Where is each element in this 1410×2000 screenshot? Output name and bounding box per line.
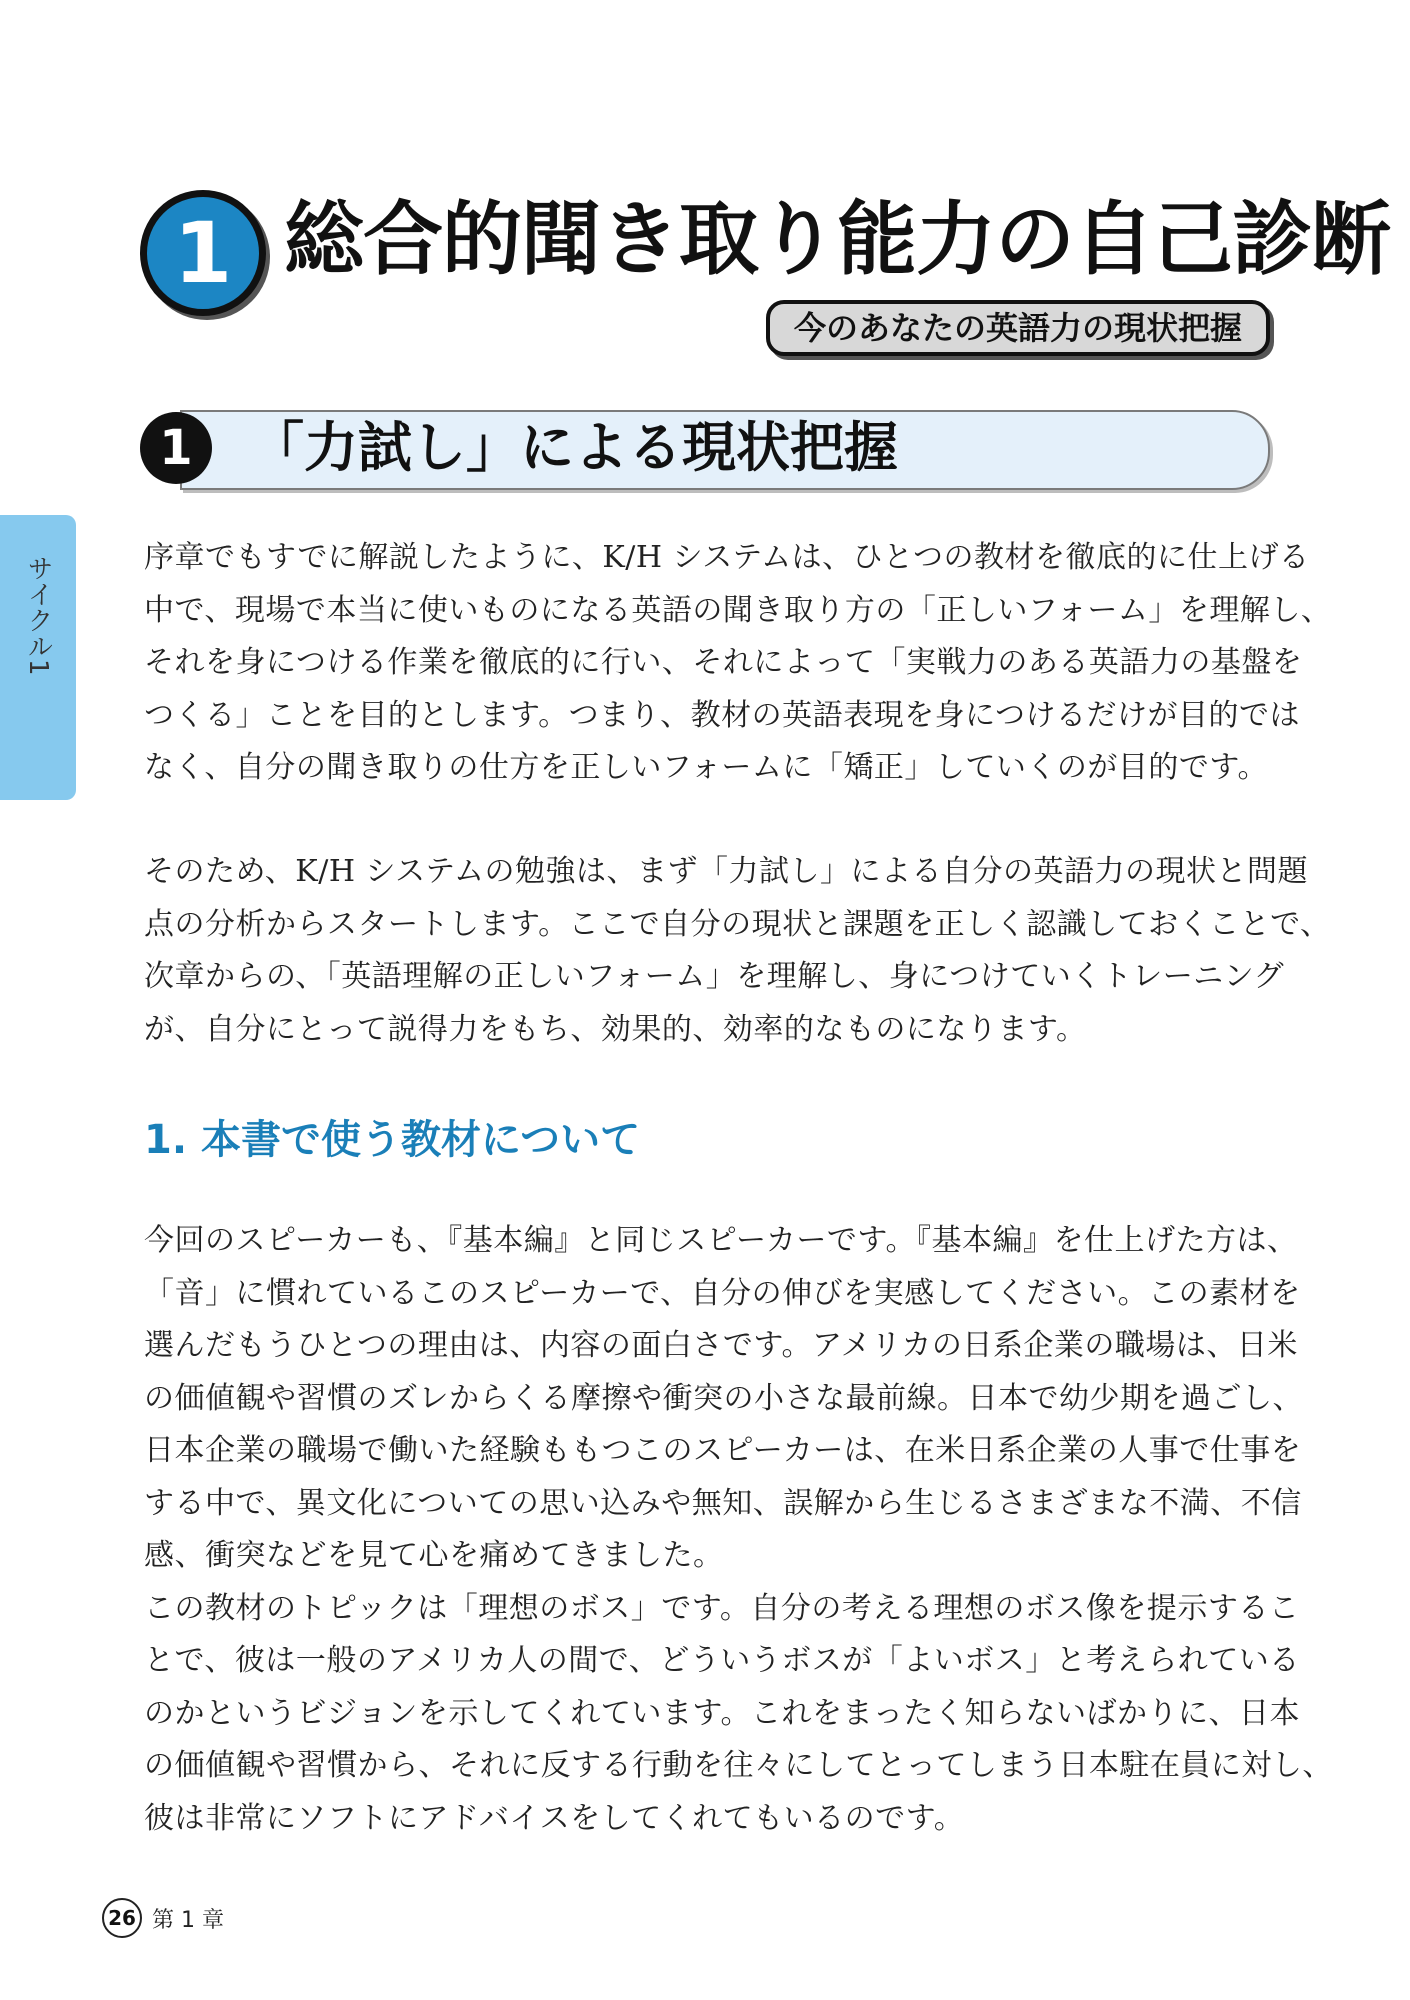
page-footer (102, 1896, 224, 1940)
text-line: 選んだもうひとつの理由は、内容の面白さです。アメリカの日系企業の職場は、日米 (144, 1328, 1298, 1363)
chapter-title: 総合的聞き取り能力の自己診断 (284, 193, 1390, 286)
text-line: が、自分にとって説得力をもち、効果的、効率的なものになります。 (144, 1011, 1087, 1047)
side-tab (0, 515, 76, 800)
text-line: 中で、現場で本当に使いものになる英語の聞き取り方の「正しいフォーム」を理解し、 (144, 592, 1332, 628)
text-line: この教材のトピックは「理想のボス」です。自分の考える理想のボス像を提示するこ (144, 1590, 1300, 1626)
text-line: なく、自分の聞き取りの仕方を正しいフォームに「矯正」していくのが目的です。 (144, 750, 1268, 785)
text-line: の価値観や習慣のズレからくる摩擦や衝突の小さな最前線。日本で幼少期を過ごし、 (144, 1380, 1303, 1416)
subsection-title: 1. 本書で使う教材について (144, 1117, 641, 1163)
section-heading (140, 410, 1270, 486)
text-line: のかというビジョンを示してくれています。これをまったく知らないばかりに、日本 (144, 1695, 1300, 1731)
text-line: 序章でもすでに解説したように、K/H システムは、ひとつの教材を徹底的に仕上げる (144, 540, 1310, 575)
paragraph-intro (144, 532, 1332, 795)
section-number-badge: 1 (140, 412, 212, 484)
text-line: とで、彼は一般のアメリカ人の間で、どういうボスが「よいボス」と考えられている (144, 1643, 1300, 1678)
text-line: 日本企業の職場で働いた経験ももつこのスピーカーは、在米日系企業の人事で仕事を (144, 1433, 1302, 1468)
chapter-number-badge: 1 (140, 190, 266, 316)
section-title: 「力試し」による現状把握 (250, 416, 898, 479)
paragraph-material (144, 1215, 1333, 1845)
text-line: 次章からの、「英語理解の正しいフォーム」を理解し、身につけていくトレーニング (144, 959, 1285, 994)
text-line: それを身につける作業を徹底的に行い、それによって「実戦力のある英語力の基盤を (144, 645, 1303, 680)
footer-chapter-label: 第 1 章 (152, 1907, 224, 1933)
text-line: そのため、K/H システムの勉強は、まず「力試し」による自分の英語力の現状と問題 (144, 854, 1309, 889)
text-line: する中で、異文化についての思い込みや無知、誤解から生じるさまざまな不満、不信 (144, 1485, 1302, 1521)
text-line: 点の分析からスタートします。ここで自分の現状と課題を正しく認識しておくことで、 (144, 906, 1331, 942)
text-line: 「音」に慣れているこのスピーカーで、自分の伸びを実感してください。この素材を (144, 1275, 1301, 1311)
text-line: の価値観や習慣から、それに反する行動を往々にしてとってしまう日本駐在員に対し、 (144, 1748, 1333, 1783)
text-line: 彼は非常にソフトにアドバイスをしてくれてもいるのです。 (144, 1800, 965, 1836)
text-line: 今回のスピーカーも、『基本編』と同じスピーカーです。『基本編』を仕上げた方は、 (144, 1223, 1298, 1258)
paragraph-method (144, 846, 1331, 1056)
page-number: 26 (102, 1898, 142, 1938)
chapter-subtitle: 今のあなたの英語力の現状把握 (766, 300, 1270, 356)
text-line: 感、衝突などを見て心を痛めてきました。 (144, 1538, 724, 1573)
text-line: つくる」ことを目的とします。つまり、教材の英語表現を身につけるだけが目的では (144, 697, 1300, 733)
chapter-heading (140, 190, 1390, 347)
side-tab-label: サイクル1 (23, 555, 53, 676)
